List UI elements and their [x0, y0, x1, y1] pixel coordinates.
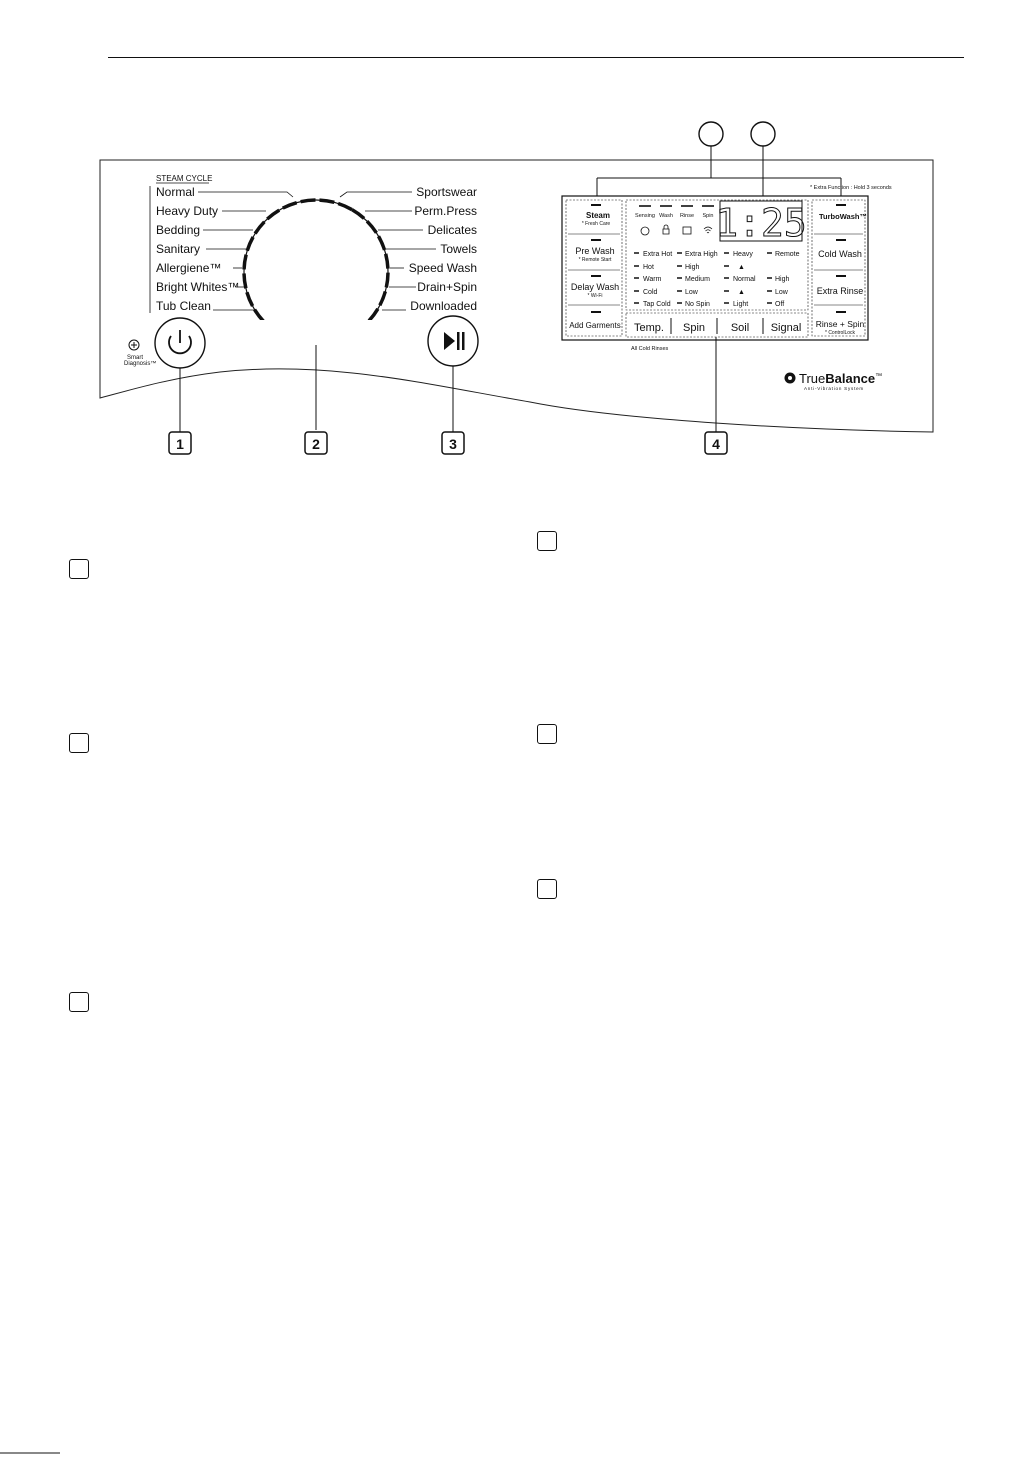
opt-signal-remote: Remote: [775, 251, 800, 258]
opt-temp-warm: Warm: [643, 276, 662, 283]
cycle-label-downloaded: Downloaded: [410, 299, 477, 313]
soil-button: Soil: [730, 322, 750, 334]
steam-cycle-label: STEAM CYCLE: [156, 174, 213, 183]
cycle-label-perm-press: Perm.Press: [414, 204, 477, 218]
cycle-label-allergiene: Allergiene™: [156, 261, 222, 275]
status-rinse: Rinse: [679, 213, 695, 219]
steam-button-sub: * Fresh Care: [581, 221, 611, 227]
opt-temp-tap-cold: Tap Cold: [643, 301, 671, 308]
cycle-selector-dial: [218, 174, 415, 430]
cycle-label-sanitary: Sanitary: [156, 242, 201, 256]
cycle-label-tub-clean: Tub Clean: [156, 299, 211, 313]
cycle-label-drain-spin: Drain+Spin: [417, 280, 477, 294]
cycle-label-heavy-duty: Heavy Duty: [156, 204, 219, 218]
callout-4: 4: [712, 436, 720, 452]
opt-spin-no-spin: No Spin: [685, 301, 710, 308]
opt-soil-up-2: ▲: [738, 289, 745, 296]
time-display-value: 1:25: [715, 201, 807, 245]
opt-soil-normal: Normal: [733, 276, 756, 283]
opt-spin-medium: Medium: [685, 276, 710, 283]
brand-tm: ™: [875, 373, 883, 380]
section-marker-6: [537, 879, 557, 899]
callout-3: 3: [449, 436, 457, 452]
cycle-label-normal: Normal: [156, 185, 195, 199]
section-marker-4: [537, 531, 557, 551]
cycle-label-towels: Towels: [440, 242, 477, 256]
section-marker-1: [69, 559, 89, 579]
signal-button: Signal: [770, 322, 802, 334]
brand-tagline: Anti-Vibration System: [804, 386, 864, 391]
opt-temp-cold: Cold: [643, 289, 658, 296]
smart-diagnosis-label-1: Smart: [127, 355, 144, 361]
extra-function-note: * Extra Function : Hold 3 seconds: [810, 185, 892, 191]
delaywash-button-label: Delay Wash: [570, 282, 620, 292]
page-edge-mark: [0, 1452, 60, 1454]
rinsespin-button-label: Rinse + Spin: [815, 319, 865, 329]
opt-spin-low: Low: [685, 289, 698, 296]
section-marker-5: [537, 724, 557, 744]
extrarinse-button-label: Extra Rinse: [816, 286, 864, 296]
opt-temp-hot: Hot: [643, 264, 654, 271]
temp-button: Temp.: [634, 322, 664, 334]
coldwash-button-label: Cold Wash: [818, 249, 862, 259]
opt-signal-low: Low: [775, 289, 788, 296]
addgarments-button-label: Add Garments: [569, 321, 621, 330]
rinsespin-button-sub: * ControlLock: [824, 330, 856, 336]
cycle-label-delicates: Delicates: [427, 223, 477, 237]
opt-soil-up-1: ▲: [738, 264, 745, 271]
section-marker-3: [69, 992, 89, 1012]
svg-text:TrueBalance™: [799, 371, 882, 386]
cycle-label-speed-wash: Speed Wash: [408, 261, 477, 275]
opt-signal-off: Off: [775, 301, 785, 308]
cycle-label-bright-whites: Bright Whites™: [156, 280, 240, 294]
turbowash-button-label: TurboWash™: [819, 212, 867, 221]
opt-soil-heavy: Heavy: [733, 251, 753, 258]
opt-soil-light: Light: [733, 301, 749, 308]
prewash-button-label: Pre Wash: [575, 246, 615, 256]
status-wash: Wash: [659, 213, 673, 219]
smart-diagnosis-icon: [129, 340, 139, 350]
truebalance-logo: [785, 371, 883, 391]
callout-circle-b: [751, 122, 775, 146]
control-panel-illustration: [0, 0, 1033, 480]
status-sensing: Sensing: [635, 213, 655, 219]
section-marker-2: [69, 733, 89, 753]
delaywash-button-sub: * Wi-Fi: [587, 293, 603, 299]
opt-signal-high: High: [775, 276, 790, 283]
opt-temp-extra-hot: Extra Hot: [643, 251, 673, 258]
steam-button-label: Steam: [585, 211, 611, 220]
callout-circle-a: [699, 122, 723, 146]
cycle-label-sportswear: Sportswear: [416, 185, 477, 199]
brand-balance: Balance: [825, 371, 876, 386]
all-cold-rinses-label: All Cold Rinses: [631, 346, 669, 352]
brand-true: True: [799, 371, 826, 386]
cycle-label-bedding: Bedding: [156, 223, 201, 237]
status-spin: Spin: [702, 213, 714, 219]
spin-button: Spin: [682, 322, 706, 334]
callout-2: 2: [312, 436, 320, 452]
start-pause-button[interactable]: [428, 316, 478, 432]
opt-spin-high: High: [685, 264, 700, 271]
opt-spin-extra-high: Extra High: [685, 251, 718, 258]
prewash-button-sub: * Remote Start: [578, 257, 612, 263]
callout-1: 1: [176, 436, 184, 452]
smart-diagnosis-label-2: Diagnosis™: [124, 361, 157, 367]
